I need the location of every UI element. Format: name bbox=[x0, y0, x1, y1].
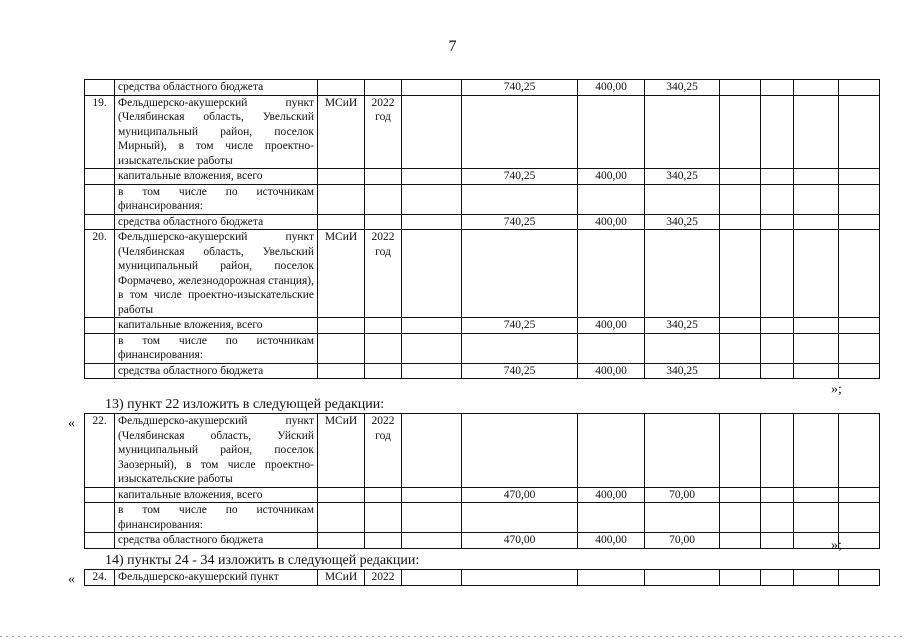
amount-year-1-cell: 400,00 bbox=[578, 80, 645, 96]
empty-cell bbox=[761, 503, 794, 533]
investment-table-part-3 bbox=[84, 569, 880, 586]
empty-cell bbox=[839, 95, 880, 169]
responsible-org-cell bbox=[318, 487, 365, 503]
responsible-org-cell bbox=[318, 333, 365, 363]
amount-total-cell: 740,25 bbox=[462, 363, 578, 379]
empty-cell bbox=[794, 214, 839, 230]
amount-year-1-cell bbox=[578, 570, 645, 586]
year-cell: 2022 год bbox=[365, 414, 402, 488]
empty-cell bbox=[794, 80, 839, 96]
row-number-cell: 20. bbox=[85, 230, 115, 318]
empty-cell bbox=[839, 414, 880, 488]
year-cell bbox=[365, 363, 402, 379]
row-number-cell bbox=[85, 503, 115, 533]
amount-col-cell bbox=[402, 318, 462, 334]
empty-cell bbox=[720, 184, 761, 214]
amount-year-1-cell: 400,00 bbox=[578, 533, 645, 549]
amount-col-cell bbox=[402, 95, 462, 169]
empty-cell bbox=[720, 318, 761, 334]
empty-cell bbox=[720, 503, 761, 533]
amount-year-1-cell bbox=[578, 333, 645, 363]
amount-year-1-cell bbox=[578, 184, 645, 214]
responsible-org-cell bbox=[318, 169, 365, 185]
row-number-cell: 22. bbox=[85, 414, 115, 488]
responsible-org-cell: МСиИ bbox=[318, 414, 365, 488]
year-cell bbox=[365, 533, 402, 549]
empty-cell bbox=[720, 230, 761, 318]
year-cell bbox=[365, 487, 402, 503]
amount-year-2-cell: 70,00 bbox=[645, 533, 720, 549]
amount-total-cell: 740,25 bbox=[462, 169, 578, 185]
responsible-org-cell: МСиИ bbox=[318, 570, 365, 586]
empty-cell bbox=[720, 214, 761, 230]
item-name-cell: капитальные вложения, всего bbox=[115, 318, 318, 334]
responsible-org-cell bbox=[318, 533, 365, 549]
opening-quote-2: « bbox=[68, 416, 75, 431]
amount-year-2-cell bbox=[645, 570, 720, 586]
item-name-cell: в том числе по источникам финансирования: bbox=[115, 184, 318, 214]
empty-cell bbox=[761, 487, 794, 503]
empty-cell bbox=[720, 333, 761, 363]
heading-item-13: 13) пункт 22 изложить в следующей редакции: bbox=[105, 397, 385, 412]
amount-year-2-cell: 340,25 bbox=[645, 318, 720, 334]
year-cell bbox=[365, 169, 402, 185]
year-cell bbox=[365, 503, 402, 533]
row-number-cell bbox=[85, 487, 115, 503]
year-cell bbox=[365, 318, 402, 334]
empty-cell bbox=[794, 169, 839, 185]
empty-cell bbox=[794, 184, 839, 214]
row-number-cell bbox=[85, 169, 115, 185]
empty-cell bbox=[839, 230, 880, 318]
empty-cell bbox=[720, 533, 761, 549]
table-row bbox=[85, 487, 880, 503]
table-row bbox=[85, 318, 880, 334]
item-name-cell: средства областного бюджета bbox=[115, 533, 318, 549]
amount-total-cell bbox=[462, 570, 578, 586]
empty-cell bbox=[761, 214, 794, 230]
year-cell: 2022 год bbox=[365, 95, 402, 169]
empty-cell bbox=[720, 80, 761, 96]
scan-artifact-line bbox=[0, 636, 905, 637]
row-number-cell bbox=[85, 333, 115, 363]
empty-cell bbox=[839, 214, 880, 230]
empty-cell bbox=[761, 318, 794, 334]
amount-year-1-cell: 400,00 bbox=[578, 169, 645, 185]
amount-total-cell bbox=[462, 503, 578, 533]
empty-cell bbox=[839, 169, 880, 185]
amount-col-cell bbox=[402, 570, 462, 586]
empty-cell bbox=[720, 363, 761, 379]
closing-quote-1: »; bbox=[831, 382, 842, 397]
amount-year-2-cell bbox=[645, 333, 720, 363]
amount-year-2-cell bbox=[645, 414, 720, 488]
amount-year-1-cell bbox=[578, 230, 645, 318]
responsible-org-cell: МСиИ bbox=[318, 95, 365, 169]
table-row bbox=[85, 503, 880, 533]
responsible-org-cell bbox=[318, 80, 365, 96]
year-cell: 2022 bbox=[365, 570, 402, 586]
empty-cell bbox=[720, 414, 761, 488]
empty-cell bbox=[839, 184, 880, 214]
empty-cell bbox=[839, 318, 880, 334]
empty-cell bbox=[720, 95, 761, 169]
year-cell bbox=[365, 80, 402, 96]
row-number-cell: 19. bbox=[85, 95, 115, 169]
table-row bbox=[85, 95, 880, 169]
empty-cell bbox=[761, 533, 794, 549]
empty-cell bbox=[794, 318, 839, 334]
empty-cell bbox=[794, 503, 839, 533]
item-name-cell: Фельдшерско-акушерский пункт bbox=[115, 570, 318, 586]
row-number-cell bbox=[85, 214, 115, 230]
item-name-cell: в том числе по источникам финансирования: bbox=[115, 503, 318, 533]
amount-col-cell bbox=[402, 230, 462, 318]
amount-col-cell bbox=[402, 363, 462, 379]
item-name-cell: в том числе по источникам финансирования: bbox=[115, 333, 318, 363]
table-row bbox=[85, 80, 880, 96]
table-row bbox=[85, 214, 880, 230]
amount-total-cell bbox=[462, 184, 578, 214]
empty-cell bbox=[761, 95, 794, 169]
amount-year-2-cell bbox=[645, 230, 720, 318]
amount-col-cell bbox=[402, 487, 462, 503]
amount-year-2-cell: 340,25 bbox=[645, 80, 720, 96]
amount-total-cell bbox=[462, 230, 578, 318]
item-name-cell: Фельдшерско-акушерский пункт (Челябинская область, Увельский муниципальный район, поселок Формачево, железнодорожная станция), в том числе проектно-изыскательские работы bbox=[115, 230, 318, 318]
amount-year-1-cell bbox=[578, 414, 645, 488]
amount-year-1-cell: 400,00 bbox=[578, 318, 645, 334]
amount-total-cell bbox=[462, 414, 578, 488]
row-number-cell bbox=[85, 533, 115, 549]
empty-cell bbox=[794, 487, 839, 503]
amount-year-1-cell bbox=[578, 95, 645, 169]
amount-year-1-cell: 400,00 bbox=[578, 214, 645, 230]
responsible-org-cell bbox=[318, 214, 365, 230]
empty-cell bbox=[839, 333, 880, 363]
empty-cell bbox=[794, 570, 839, 586]
amount-year-2-cell bbox=[645, 503, 720, 533]
empty-cell bbox=[761, 363, 794, 379]
row-number-cell bbox=[85, 184, 115, 214]
empty-cell bbox=[761, 230, 794, 318]
amount-total-cell: 740,25 bbox=[462, 80, 578, 96]
amount-col-cell bbox=[402, 184, 462, 214]
amount-col-cell bbox=[402, 503, 462, 533]
amount-total-cell: 470,00 bbox=[462, 487, 578, 503]
year-cell bbox=[365, 333, 402, 363]
empty-cell bbox=[794, 95, 839, 169]
empty-cell bbox=[761, 80, 794, 96]
investment-table-part-1 bbox=[84, 79, 880, 379]
table-row bbox=[85, 230, 880, 318]
item-name-cell: капитальные вложения, всего bbox=[115, 487, 318, 503]
empty-cell bbox=[839, 80, 880, 96]
responsible-org-cell bbox=[318, 318, 365, 334]
empty-cell bbox=[761, 184, 794, 214]
amount-total-cell: 740,25 bbox=[462, 318, 578, 334]
row-number-cell bbox=[85, 80, 115, 96]
amount-col-cell bbox=[402, 169, 462, 185]
empty-cell bbox=[839, 533, 880, 549]
amount-year-2-cell bbox=[645, 184, 720, 214]
empty-cell bbox=[761, 169, 794, 185]
responsible-org-cell bbox=[318, 363, 365, 379]
responsible-org-cell: МСиИ bbox=[318, 230, 365, 318]
table-row bbox=[85, 184, 880, 214]
responsible-org-cell bbox=[318, 184, 365, 214]
empty-cell bbox=[761, 333, 794, 363]
amount-year-2-cell: 70,00 bbox=[645, 487, 720, 503]
empty-cell bbox=[720, 570, 761, 586]
page-number: 7 bbox=[448, 38, 457, 55]
amount-col-cell bbox=[402, 414, 462, 488]
amount-year-1-cell bbox=[578, 503, 645, 533]
table-row bbox=[85, 533, 880, 549]
item-name-cell: средства областного бюджета bbox=[115, 363, 318, 379]
amount-year-2-cell: 340,25 bbox=[645, 169, 720, 185]
empty-cell bbox=[839, 363, 880, 379]
amount-total-cell bbox=[462, 95, 578, 169]
responsible-org-cell bbox=[318, 503, 365, 533]
investment-table-part-2 bbox=[84, 413, 880, 549]
table-row bbox=[85, 570, 880, 586]
amount-total-cell: 740,25 bbox=[462, 214, 578, 230]
row-number-cell bbox=[85, 318, 115, 334]
amount-col-cell bbox=[402, 214, 462, 230]
empty-cell bbox=[794, 363, 839, 379]
table-row bbox=[85, 333, 880, 363]
amount-year-1-cell: 400,00 bbox=[578, 487, 645, 503]
year-cell bbox=[365, 184, 402, 214]
empty-cell bbox=[839, 570, 880, 586]
opening-quote-3: « bbox=[68, 572, 75, 587]
empty-cell bbox=[794, 230, 839, 318]
closing-quote-2: »; bbox=[831, 538, 842, 553]
table-row bbox=[85, 363, 880, 379]
empty-cell bbox=[761, 414, 794, 488]
amount-total-cell: 470,00 bbox=[462, 533, 578, 549]
item-name-cell: Фельдшерско-акушерский пункт (Челябинская область, Увельский муниципальный район, поселок Мирный), в том числе проектно-изыскательские работы bbox=[115, 95, 318, 169]
row-number-cell: 24. bbox=[85, 570, 115, 586]
amount-year-2-cell bbox=[645, 95, 720, 169]
amount-col-cell bbox=[402, 333, 462, 363]
item-name-cell: средства областного бюджета bbox=[115, 80, 318, 96]
amount-year-2-cell: 340,25 bbox=[645, 363, 720, 379]
amount-total-cell bbox=[462, 333, 578, 363]
row-number-cell bbox=[85, 363, 115, 379]
heading-item-14: 14) пункты 24 - 34 изложить в следующей редакции: bbox=[105, 553, 420, 568]
empty-cell bbox=[794, 333, 839, 363]
amount-year-1-cell: 400,00 bbox=[578, 363, 645, 379]
item-name-cell: капитальные вложения, всего bbox=[115, 169, 318, 185]
item-name-cell: средства областного бюджета bbox=[115, 214, 318, 230]
year-cell: 2022 год bbox=[365, 230, 402, 318]
empty-cell bbox=[839, 503, 880, 533]
empty-cell bbox=[794, 414, 839, 488]
amount-col-cell bbox=[402, 533, 462, 549]
amount-col-cell bbox=[402, 80, 462, 96]
item-name-cell: Фельдшерско-акушерский пункт (Челябинская область, Уйский муниципальный район, поселок Заозерный), в том числе проектно-изыскательские работы bbox=[115, 414, 318, 488]
amount-year-2-cell: 340,25 bbox=[645, 214, 720, 230]
empty-cell bbox=[761, 570, 794, 586]
table-row bbox=[85, 169, 880, 185]
empty-cell bbox=[720, 487, 761, 503]
table-row bbox=[85, 414, 880, 488]
empty-cell bbox=[839, 487, 880, 503]
year-cell bbox=[365, 214, 402, 230]
empty-cell bbox=[720, 169, 761, 185]
